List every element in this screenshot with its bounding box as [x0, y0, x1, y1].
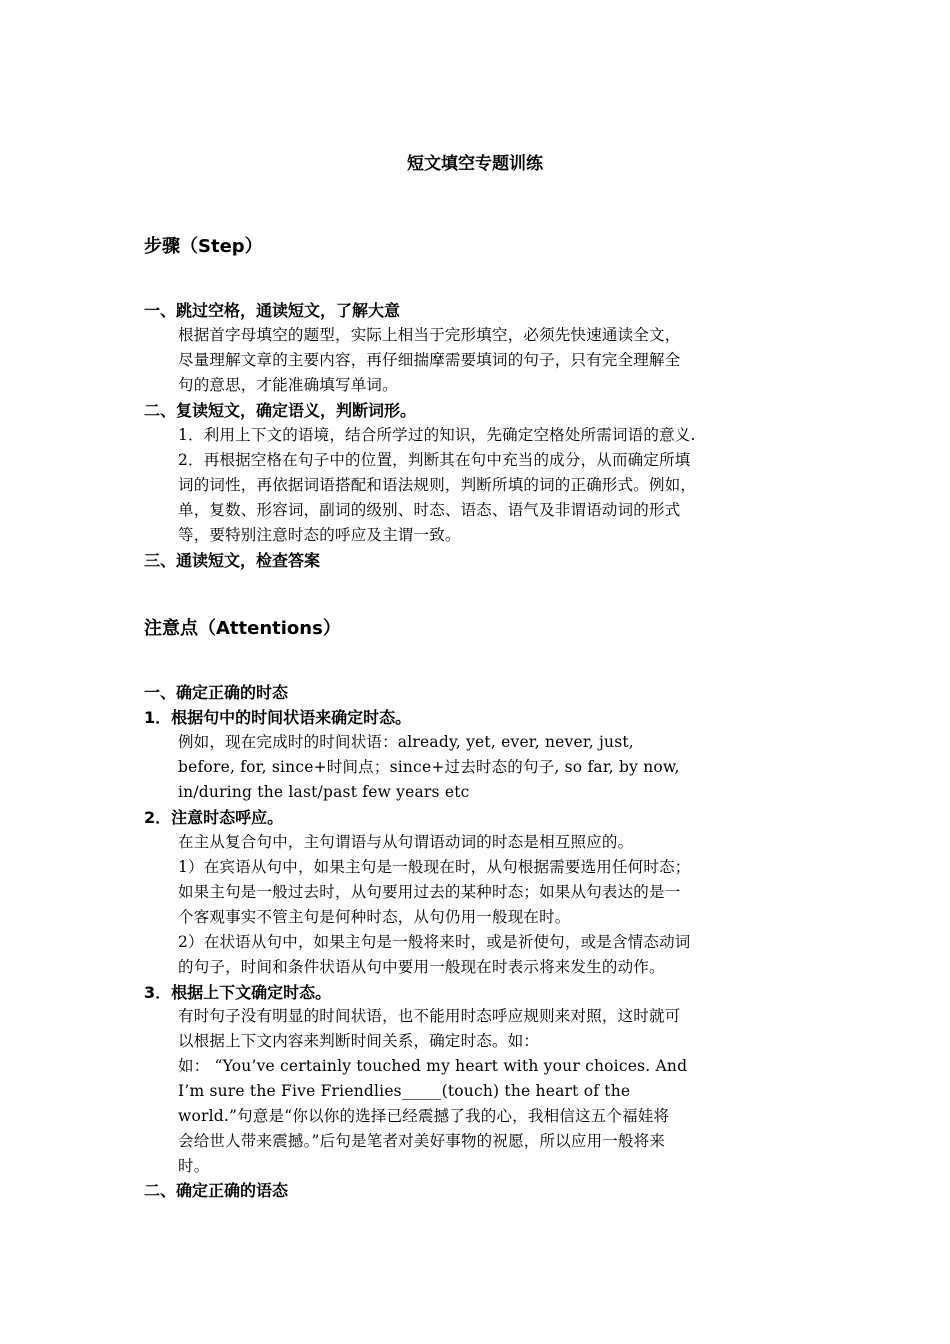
paragraph-line: 单，复数、形容词，副词的级别、时态、语态、语气及非谓语动词的形式 [178, 501, 681, 519]
attentions-heading: 注意点（Attentions） [144, 618, 341, 639]
paragraph-line: 词的词性，再依据词语搭配和语法规则，判断所填的词的正确形式。例如， [178, 476, 697, 494]
paragraph-line: before, for, since+时间点；since+过去时态的句子, so far, by now, [178, 758, 680, 776]
attention1-sub1-paragraph [178, 730, 808, 805]
paragraph-line: 等，要特别注意时态的呼应及主谓一致。 [178, 526, 461, 544]
step2-paragraph [178, 423, 808, 548]
step2-heading: 二、复读短文，确定语义，判断词形。 [144, 401, 417, 420]
attention1-sub3-paragraph [178, 1004, 808, 1179]
paragraph-line: 会给世人带来震撼。”后句是笔者对美好事物的祝愿，所以应用一般将来 [178, 1132, 666, 1150]
paragraph-line: 2）在状语从句中，如果主句是一般将来时，或是祈使句，或是含情态动词 [178, 933, 691, 951]
paragraph-line: 如： “You’ve certainly touched my heart with your choices. And [178, 1057, 688, 1075]
attention1-sub2-heading: 2．注意时态呼应。 [144, 808, 284, 827]
paragraph-line: world.”句意是“你以你的选择已经震撼了我的心，我相信这五个福娃将 [178, 1107, 670, 1125]
paragraph-line: 1．利用上下文的语境，结合所学过的知识，先确定空格处所需词语的意义. [178, 426, 696, 444]
paragraph-line: 时。 [178, 1157, 210, 1175]
paragraph-line: in/during the last/past few years etc [178, 783, 470, 801]
attention2-heading: 二、确定正确的语态 [144, 1181, 289, 1200]
paragraph-line: 如果主句是一般过去时，从句要用过去的某种时态；如果从句表达的是一 [178, 883, 681, 901]
paragraph-line: 个客观事实不管主句是何种时态，从句仍用一般现在时。 [178, 908, 571, 926]
paragraph-line: 根据首字母填空的题型，实际上相当于完形填空，必须先快速通读全文， [178, 326, 681, 344]
document-title: 短文填空专题训练 [407, 154, 543, 174]
step1-paragraph [178, 323, 808, 398]
step1-heading: 一、跳过空格，通读短文，了解大意 [144, 301, 401, 320]
paragraph-line: 以根据上下文内容来判断时间关系，确定时态。如： [178, 1032, 540, 1050]
paragraph-line: 句的意思，才能准确填写单词。 [178, 376, 398, 394]
attention1-heading: 一、确定正确的时态 [144, 683, 289, 702]
step3-heading: 三、通读短文，检查答案 [144, 551, 321, 570]
paragraph-line: I’m sure the Five Friendlies_____(touch) the heart of the [178, 1082, 631, 1100]
paragraph-line: 有时句子没有明显的时间状语，也不能用时态呼应规则来对照，这时就可 [178, 1007, 681, 1025]
paragraph-line: 在主从复合句中，主句谓语与从句谓语动词的时态是相互照应的。 [178, 833, 634, 851]
paragraph-line: 2．再根据空格在句子中的位置，判断其在句中充当的成分，从而确定所填 [178, 451, 691, 469]
attention1-sub1-heading: 1．根据句中的时间状语来确定时态。 [144, 708, 412, 727]
steps-heading: 步骤（Step） [144, 236, 263, 257]
attention1-sub3-heading: 3．根据上下文确定时态。 [144, 983, 332, 1002]
paragraph-line: 的句子，时间和条件状语从句中要用一般现在时表示将来发生的动作。 [178, 958, 665, 976]
paragraph-line: 例如，现在完成时的时间状语：already, yet, ever, never, just, [178, 733, 634, 751]
attention1-sub2-paragraph [178, 830, 808, 980]
paragraph-line: 尽量理解文章的主要内容，再仔细揣摩需要填词的句子，只有完全理解全 [178, 351, 681, 369]
paragraph-line: 1）在宾语从句中，如果主句是一般现在时，从句根据需要选用任何时态； [178, 858, 691, 876]
